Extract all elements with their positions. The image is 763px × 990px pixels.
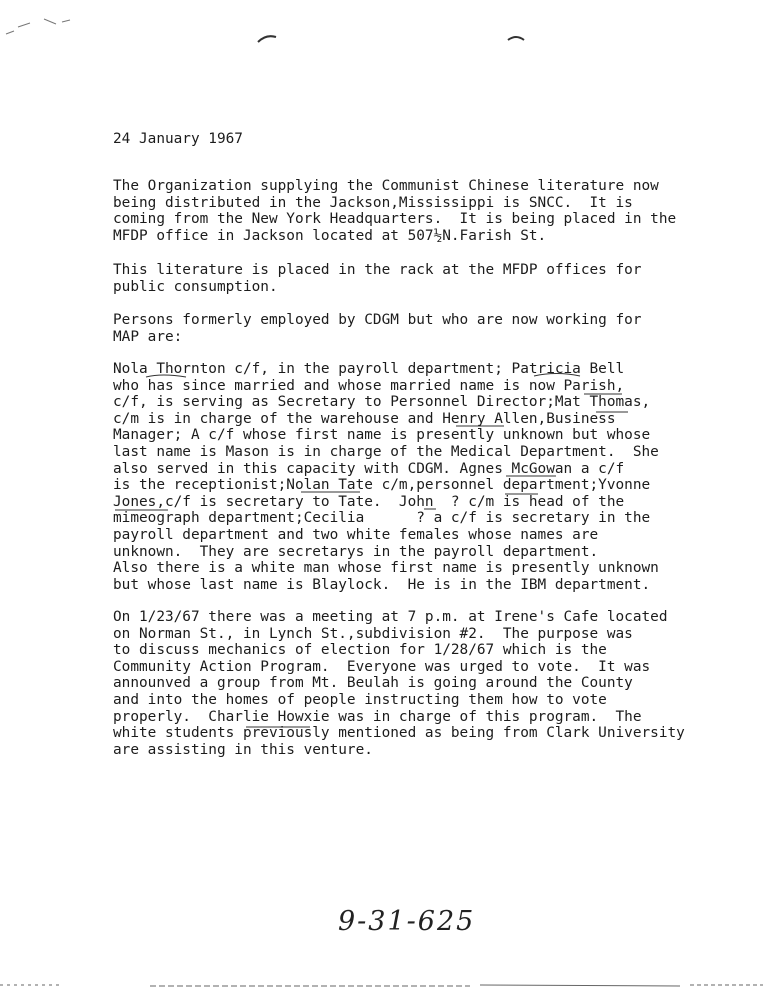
text-line: Community Action Program. Everyone was urged to vote. It was	[113, 658, 651, 675]
bottom-scan-line	[0, 985, 763, 986]
paragraph-staff-list	[113, 361, 659, 593]
text-line: c/f, is serving as Secretary to Personnel Director;Mat Thomas,	[113, 394, 651, 411]
punch-mark-left	[258, 36, 276, 42]
scan-speck-mark	[6, 19, 70, 34]
text-line: who has since married and whose married name is now Parish,	[113, 377, 625, 394]
handwritten-file-number: 9-31-625	[338, 906, 476, 937]
text-line: is the receptionist;Nolan Tate c/m,personnel department;Yvonne	[113, 477, 651, 494]
text-line: announved a group from Mt. Beulah is going around the County	[113, 675, 633, 692]
text-line: On 1/23/67 there was a meeting at 7 p.m. at Irene's Cafe located	[113, 609, 668, 625]
text-line: MAP are:	[113, 328, 183, 345]
text-line: public consumption.	[113, 278, 278, 295]
text-line: Nola Thornton c/f, in the payroll department; Patricia Bell	[113, 361, 625, 377]
text-line: unknown. They are secretarys in the payroll department.	[113, 543, 599, 560]
text-line: are assisting in this venture.	[113, 741, 373, 758]
text-line: c/m is in charge of the warehouse and Henry Allen,Business	[113, 410, 616, 427]
text-line: but whose last name is Blaylock. He is in the IBM department.	[113, 576, 651, 593]
paragraph-meeting	[113, 609, 685, 758]
text-line: white students previously mentioned as being from Clark University	[113, 725, 685, 742]
paragraph-literature-rack	[113, 262, 642, 295]
paragraph-persons-employed	[113, 312, 642, 345]
text-line: properly. Charlie Howxie was in charge of this program. The	[113, 708, 642, 725]
text-line: Persons formerly employed by CDGM but who are now working for	[113, 312, 642, 328]
text-line: last name is Mason is in charge of the Medical Department. She	[113, 443, 659, 460]
text-line: being distributed in the Jackson,Mississippi is SNCC. It is	[113, 194, 633, 211]
text-line: on Norman St., in Lynch St.,subdivision #2. The purpose was	[113, 625, 633, 642]
punch-mark-right	[508, 37, 524, 40]
document-date: 24 January 1967	[113, 131, 243, 147]
text-line: This literature is placed in the rack at the MFDP offices for	[113, 262, 642, 278]
text-line: MFDP office in Jackson located at 507½N.Farish St.	[113, 227, 547, 244]
text-line: payroll department and two white females whose names are	[113, 526, 599, 543]
text-line: also served in this capacity with CDGM. Agnes McGowan a c/f	[113, 460, 625, 477]
text-line: Also there is a white man whose first name is presently unknown	[113, 560, 659, 577]
paragraph-literature-source	[113, 178, 676, 244]
text-line: mimeograph department;Cecilia ? a c/f is secretary in the	[113, 510, 651, 527]
text-line: The Organization supplying the Communist Chinese literature now	[113, 178, 659, 194]
text-line: to discuss mechanics of election for 1/28/67 which is the	[113, 642, 607, 659]
text-line: and into the homes of people instructing them how to vote	[113, 691, 607, 708]
text-line: coming from the New York Headquarters. It is being placed in the	[113, 211, 677, 228]
text-line: Jones,c/f is secretary to Tate. John ? c/m is head of the	[113, 493, 625, 510]
text-line: Manager; A c/f whose first name is presently unknown but whose	[113, 427, 651, 444]
